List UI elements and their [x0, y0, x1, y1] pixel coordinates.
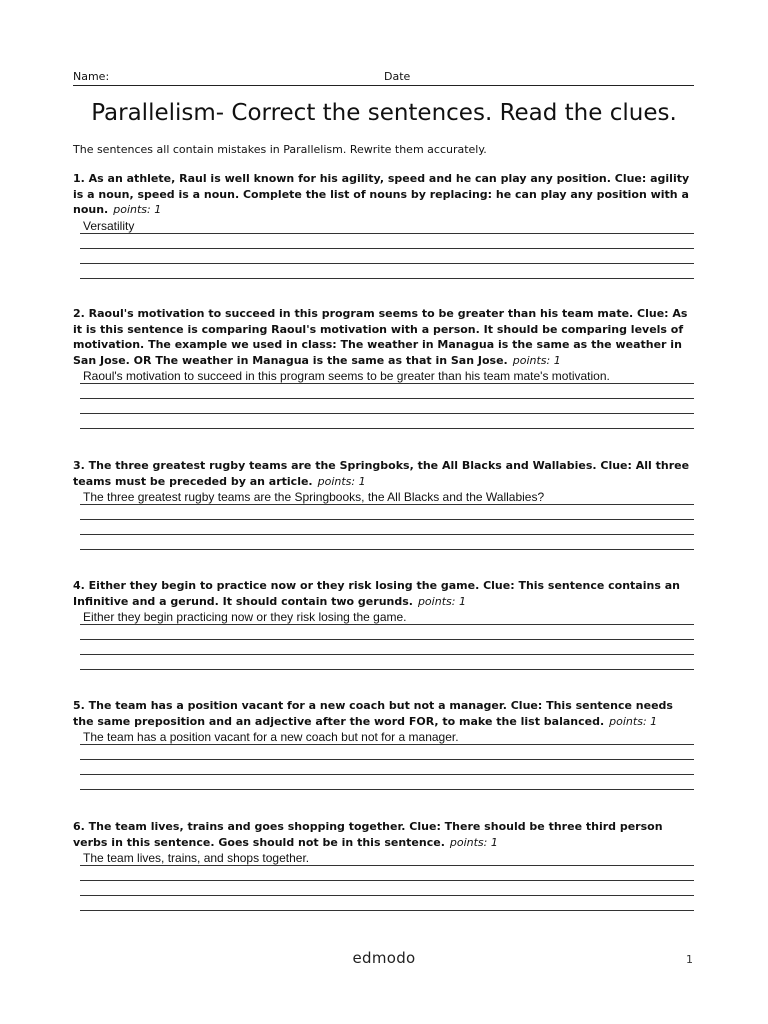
question-1 [73, 171, 694, 279]
answer-line[interactable] [80, 520, 694, 535]
points-label: points: 1 [417, 594, 466, 608]
answer-line[interactable] [80, 745, 694, 760]
answer-lines [80, 730, 694, 790]
answer-lines [80, 610, 694, 670]
answer-lines [80, 490, 694, 550]
answer-lines [80, 369, 694, 429]
answer-line[interactable]: The team lives, trains, and shops together. [80, 851, 694, 866]
answer-line[interactable] [80, 505, 694, 520]
answer-line[interactable] [80, 384, 694, 399]
answer-line[interactable] [80, 535, 694, 550]
points-label: points: 1 [317, 474, 366, 488]
question-3 [73, 458, 694, 550]
date-label: Date [384, 70, 411, 83]
answer-line[interactable]: Versatility [80, 219, 694, 234]
answer-line[interactable] [80, 760, 694, 775]
page-title: Parallelism- Correct the sentences. Read the clues. [91, 100, 677, 126]
question-text: 5. The team has a position vacant for a new coach but not a manager. Clue: This sentence needs the same preposition and an adjective after the word FOR, to make the list balanced. points: 1 [73, 699, 673, 728]
question-text: 2. Raoul's motivation to succeed in this program seems to be greater than his team mate. Clue: As it is this sentence is comparing Raoul's motivation with a person. It should be comparing levels of motivation. The example we used in class: The weather in Managua is the same as the weather in San Jose. OR The weather in Managua is the same as that in San Jose. points: 1 [73, 307, 688, 367]
answer-line[interactable] [80, 896, 694, 911]
question-text: 6. The team lives, trains and goes shopping together. Clue: There should be three third person verbs in this sentence. Goes should not be in this sentence. points: 1 [73, 820, 663, 849]
question-text: 4. Either they begin to practice now or they risk losing the game. Clue: This sentence contains an Infinitive and a gerund. It should contain two gerunds. points: 1 [73, 579, 680, 608]
question-text: 1. As an athlete, Raul is well known for his agility, speed and he can play any position. Clue: agility is a noun, speed is a noun. Complete the list of nouns by replacing: he can play any position with a noun. points: 1 [73, 172, 690, 216]
edmodo-logo: edmodo [352, 949, 416, 967]
instructions: The sentences all contain mistakes in Parallelism. Rewrite them accurately. [73, 143, 487, 156]
answer-line[interactable]: The team has a position vacant for a new coach but not for a manager. [80, 730, 694, 745]
question-2 [73, 306, 694, 429]
answer-line[interactable] [80, 655, 694, 670]
answer-line[interactable] [80, 866, 694, 881]
points-label: points: 1 [512, 353, 561, 367]
answer-line[interactable] [80, 399, 694, 414]
question-4 [73, 578, 694, 670]
question-5 [73, 698, 694, 790]
answer-line[interactable] [80, 264, 694, 279]
answer-lines [80, 851, 694, 911]
answer-line[interactable] [80, 625, 694, 640]
answer-line[interactable]: The three greatest rugby teams are the Springbooks, the All Blacks and the Wallabies? [80, 490, 694, 505]
question-6 [73, 819, 694, 911]
points-label: points: 1 [609, 714, 658, 728]
name-date-header [73, 68, 694, 86]
name-label: Name: [73, 70, 110, 83]
answer-line[interactable] [80, 249, 694, 264]
answer-line[interactable] [80, 414, 694, 429]
question-text: 3. The three greatest rugby teams are the Springboks, the All Blacks and Wallabies. Clue: All three teams must be preceded by an article. points: 1 [73, 459, 690, 488]
points-label: points: 1 [113, 203, 162, 216]
answer-line[interactable] [80, 234, 694, 249]
answer-line[interactable] [80, 881, 694, 896]
answer-line[interactable] [80, 640, 694, 655]
answer-line[interactable]: Raoul's motivation to succeed in this program seems to be greater than his team mate's motivation. [80, 369, 694, 384]
answer-lines [80, 219, 694, 279]
points-label: points: 1 [449, 835, 498, 849]
answer-line[interactable] [80, 775, 694, 790]
answer-line[interactable]: Either they begin practicing now or they risk losing the game. [80, 610, 694, 625]
page-number: 1 [686, 953, 693, 966]
